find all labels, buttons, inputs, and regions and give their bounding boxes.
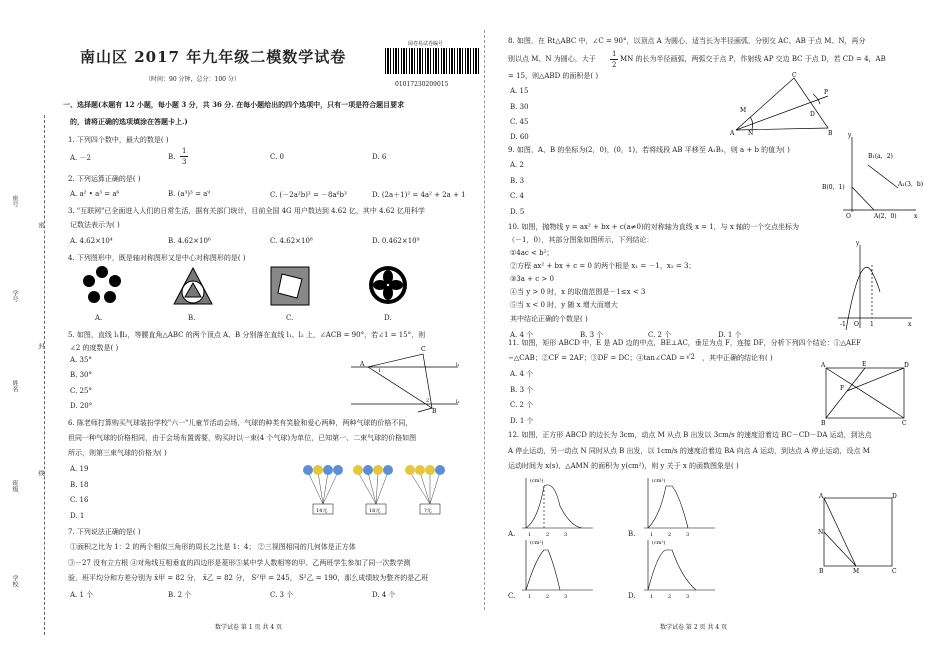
q7-statement: ①面积之比为 1：2 的两个相似三角形的周长之比是 1：4； ②三视图相同的几何体是正方体 [70, 543, 356, 551]
q8-stem: 别以点 M、N 为圆心，大于 [508, 55, 596, 63]
q11-figure [820, 360, 910, 426]
q12-stem: 运动时间为 x(s)，△AMN 的面积为 y(cm²)，则 y 关于 x 的函数图象是( ) [508, 462, 739, 470]
fig-label: y [848, 132, 852, 139]
q12-option-d[interactable]: D. [628, 592, 636, 600]
q9-option-b[interactable]: B. 3 [510, 177, 525, 185]
tick-label: 3 [686, 594, 690, 600]
fig-label: M [853, 568, 860, 575]
fig-label: N [818, 529, 824, 536]
q9-figure [818, 132, 924, 222]
q5-option-d[interactable]: D. 20° [70, 402, 93, 410]
q7-option-d[interactable]: D. 4 个 [372, 591, 396, 599]
barcode-number: 01017230209015 [395, 81, 449, 88]
fig-label: D [892, 493, 897, 500]
fig-label: M [740, 107, 747, 114]
q11-option-d[interactable]: D. 1 个 [510, 417, 534, 425]
q9-stem: 9. 如图，A、B 的坐标为(2，0)，(0，1)，若将线段 AB 平移至 A₁B₁，则 a + b 的值为( ) [508, 146, 790, 154]
q1-frac-den: 3 [182, 158, 187, 166]
price-tag: 18元 [369, 508, 381, 514]
fig-label: O [854, 321, 859, 328]
side-label: 座号 [11, 195, 18, 207]
fig-label: C [892, 568, 897, 575]
q8-frac-den: 2 [612, 61, 617, 69]
q11-option-c[interactable]: C. 2 个 [510, 401, 534, 409]
page-subtitle: （时间：90 分钟，总分：100 分） [145, 76, 240, 83]
footer-page-1: 数学试卷 第 1 页 共 4 页 [215, 624, 283, 631]
q7-stem: 7. 下列说法正确的是( ) [68, 528, 141, 536]
q5-option-a[interactable]: A. 35° [70, 356, 92, 364]
q8-frac-num: 1 [612, 50, 617, 58]
section-heading: 一、选择题(本题有 12 小题，每小题 3 分，共 36 分. 在每小题给出的四个选项中，只有一项是符合题目要求 [63, 100, 405, 109]
page-divider [484, 30, 485, 610]
fig-label: B(0，1) [822, 184, 845, 191]
tick-label: 2 [546, 532, 550, 538]
q2-option-c[interactable]: C. (－2a²b)³ = －8a⁶b³ [270, 191, 347, 199]
q3-option-c[interactable]: C. 4.62×10⁸ [270, 237, 313, 245]
fig-label: B [828, 130, 833, 137]
q5-option-c[interactable]: C. 25° [70, 387, 92, 395]
fig-label: 2 [426, 398, 430, 404]
q12-graph-d [640, 538, 720, 598]
fig-label: P [824, 89, 829, 96]
q12-option-a[interactable]: A. [508, 530, 516, 538]
q3-stem: 3. "互联网"已全面进入人们的日常生活，据有关部门统计，目前全国 4G 用户数达到 4.62 亿，其中 4.62 亿用科学 [68, 207, 425, 215]
axis-label: (cm²) [652, 478, 666, 484]
q10-conclusion: ④当 y > 0 时，x 的取值范围是－1≤x < 3 [510, 288, 646, 296]
q7-statement: 验，班平均分和方差分别为 x̄甲 = 82 分， x̄乙 = 82 分， S²甲 = 245， S²乙 = 190，那么成绩较为整齐的是乙班 [68, 574, 429, 582]
fig-label: A(2，0) [874, 213, 897, 220]
q6-option-a[interactable]: A. 19 [70, 465, 89, 473]
tick-label: 2 [668, 594, 672, 600]
q4-stem: 4. 下列图形中，既是轴对称图形又是中心对称图形的是( ) [68, 254, 246, 262]
q3-option-d[interactable]: D. 0.462×10⁹ [372, 237, 420, 245]
fig-label: D [904, 362, 909, 369]
fig-label: l₂ [456, 399, 460, 405]
q10-option-a[interactable]: A. 4 个 [510, 331, 534, 339]
q10-conclusion: ③3a + c > 0 [510, 275, 554, 283]
fig-label: C [792, 72, 797, 79]
q7-option-c[interactable]: C. 3 个 [270, 591, 294, 599]
side-label: 姓名 [11, 380, 18, 392]
q10-option-c[interactable]: C. 2 个 [648, 331, 672, 339]
q11-stem: ，其中正确的结论有( ) [702, 354, 773, 362]
q12-square-figure [818, 492, 898, 574]
fig-label: B [821, 420, 826, 427]
tick-label: 1 [650, 532, 654, 538]
q10-conclusion: ②方程 ax² + bx + c = 0 的两个根是 x₁ = －1，x₂ = 3； [510, 262, 696, 270]
fig-label: O [846, 213, 851, 220]
q8-stem: 8. 如图，在 Rt△ABC 中，∠C = 90°，以顶点 A 为圆心，适当长为半径画弧，分别交 AC、AB 于点 M、N，再分 [508, 37, 866, 45]
q12-stem: A 停止运动，另一动点 N 同时从点 B 出发，以 1cm/s 的速度沿着边 BA 向点 A 运动，到达点 A 停止运动，设点 M [508, 447, 870, 455]
side-label: 密 [37, 222, 44, 228]
tick-label: 3 [686, 532, 690, 538]
fig-label: A [819, 493, 824, 500]
q1-option-d[interactable]: D. 6 [372, 153, 387, 161]
q10-stem: 10. 如图，抛物线 y = ax² + bx + c(a≠0)的对称轴为直线 x = 1，与 x 轴的一个交点坐标为 [508, 223, 800, 231]
q7-statement: ③－27 没有立方根 ④对角线互相垂直的四边形是菱形⑤某中学人数相等的甲、乙两班学生参加了同一次数学测 [68, 559, 411, 567]
q4-figure-a [82, 266, 122, 306]
fig-label: C [421, 346, 426, 353]
q1-option-c[interactable]: C. 0 [270, 153, 285, 161]
q11-option-a[interactable]: A. 4 个 [510, 370, 534, 378]
fig-label: A [360, 361, 365, 368]
q4-figure-b [172, 266, 214, 308]
q5-figure [348, 336, 463, 414]
q12-graph-c [518, 538, 598, 598]
fig-label: A [730, 130, 735, 137]
q8-option-b[interactable]: B. 30 [510, 103, 529, 111]
q8-option-d[interactable]: D. 60 [510, 133, 529, 141]
fig-label: x [914, 213, 918, 220]
fig-label: A₁(3，b) [898, 181, 924, 188]
q4-option-c[interactable]: C. [286, 314, 294, 322]
tick-label: 2 [546, 594, 550, 600]
q8-option-c[interactable]: C. 45 [510, 118, 529, 126]
q4-figure-d [368, 265, 408, 305]
q12-graph-b [640, 476, 720, 536]
price-tag: ?元 [424, 508, 432, 514]
q12-option-c[interactable]: C. [508, 592, 516, 600]
q2-option-d[interactable]: D. (2a＋1)² = 4a² + 2a + 1 [372, 191, 466, 199]
tick-label: 1 [528, 594, 532, 600]
q11-stem: 11. 如图，矩形 ABCD 中，E 是 AD 边的中点，BE⊥AC，垂足为点 F，连接 DF，分析下列四个结论：①△AEF [508, 339, 861, 347]
side-label: 班级 [11, 480, 18, 492]
fig-label: A [821, 362, 826, 369]
q9-option-c[interactable]: C. 4 [510, 192, 525, 200]
fig-label: F [840, 385, 845, 392]
fig-label: 1 [870, 321, 874, 328]
q3-option-b[interactable]: B. 4.62×10⁶ [168, 237, 211, 245]
q4-option-b[interactable]: B. [188, 314, 196, 322]
q7-option-b[interactable]: B. 2 个 [168, 591, 192, 599]
fig-label: l₁ [456, 362, 460, 368]
fig-label: E [862, 361, 867, 368]
binding-line [44, 115, 45, 635]
q6-option-d[interactable]: D. 1 [70, 512, 85, 520]
q1-option-b[interactable]: B. [168, 153, 176, 161]
q4-option-d[interactable]: D. [384, 314, 392, 322]
q9-option-a[interactable]: A. 2 [510, 161, 524, 169]
q11-sqrt: √2 [686, 353, 695, 361]
price-tag: 14元 [316, 508, 328, 514]
axis-label: (cm²) [652, 540, 666, 546]
tick-label: 1 [650, 594, 654, 600]
q4-option-a[interactable]: A. [95, 314, 103, 322]
q5-stem: 5. 如图，直线 l₁∥l₂，等腰直角△ABC 的两个顶点 A、B 分别落在直线 l₁、l₂ 上，∠ACB = 90°，若∠1 = 15°，则 [68, 331, 426, 339]
fig-label: -1 [840, 321, 846, 328]
q6-option-c[interactable]: C. 16 [70, 496, 89, 504]
q10-conclusion: ⑤当 x < 0 时，y 随 x 增大而增大 [510, 301, 618, 309]
q10-question: 其中结论正确的个数是( ) [510, 315, 588, 323]
fig-label: B [819, 568, 824, 575]
q7-option-a[interactable]: A. 1 个 [70, 591, 94, 599]
fig-label: B [432, 408, 437, 415]
fig-label: B₁(a，2) [868, 153, 893, 160]
axis-label: (cm²) [530, 540, 544, 546]
fraction-bar [180, 156, 188, 157]
tick-label: 1 [528, 532, 532, 538]
tick-label: 3 [564, 532, 568, 538]
q8-stem: = 15，则△ABD 的面积是( ) [508, 72, 599, 80]
side-label: 学校 [11, 575, 18, 587]
q6-option-b[interactable]: B. 18 [70, 481, 89, 489]
side-label: 封 [37, 343, 44, 349]
q8-stem: MN 的长为半径画弧，两弧交于点 P，作射线 AP 交边 BC 于点 D，若 CD = 4，AB [620, 55, 886, 63]
q2-option-a[interactable]: A. a² • a³ = a⁶ [70, 190, 120, 198]
q10-figure [830, 240, 915, 330]
section-heading: 的，请将正确的选项填涂在答题卡上.) [70, 117, 188, 126]
fig-label: y [856, 240, 860, 247]
q6-stem: 但同一种气球的价格相同，由于会场布置需要，购买时以一束(4 个气球)为单位，已知第一、二束气球的价格如图 [68, 434, 417, 442]
q6-stem: 所示，则第三束气球的价格为( ) [68, 449, 167, 457]
q12-stem: 12. 如图，正方形 ABCD 的边长为 3cm，动点 M 从点 B 出发以 3cm/s 的速度沿着边 BC－CD－DA 运动，到达点 [508, 431, 872, 439]
q10-option-d[interactable]: D. 1 个 [718, 331, 742, 339]
q10-option-b[interactable]: B. 3 个 [580, 331, 604, 339]
q6-balloons-figure [298, 462, 458, 520]
q3-option-a[interactable]: A. 4.62×10⁴ [70, 237, 113, 245]
q1-option-a[interactable]: A. －2 [70, 154, 91, 162]
q5-stem: ∠2 的度数是( ) [70, 344, 119, 352]
q9-option-d[interactable]: D. 5 [510, 208, 525, 216]
q5-option-b[interactable]: B. 30° [70, 371, 93, 379]
tick-label: 3 [564, 594, 568, 600]
q1-frac-num: 1 [182, 147, 187, 155]
page-title: 南山区 2017 年九年级二模数学试卷 [80, 48, 347, 66]
barcode [385, 48, 480, 74]
q4-figure-c [270, 266, 310, 306]
q2-option-b[interactable]: B. (a³)³ = a⁹ [168, 190, 211, 198]
axis-label: (cm²) [530, 478, 544, 484]
side-label: 线 [37, 470, 44, 476]
fig-label: 1 [378, 368, 382, 374]
side-label: 学号 [11, 290, 18, 302]
fig-label: D [810, 111, 815, 118]
footer-page-2: 数学试卷 第 2 页 共 4 页 [660, 624, 728, 631]
q3-stem: 记数法表示为( ) [70, 221, 120, 229]
q10-conclusion: ①4ac < b²； [510, 249, 554, 257]
q1-stem: 1. 下列四个数中，最大的数是( ) [68, 136, 169, 144]
tick-label: 2 [668, 532, 672, 538]
q11-option-b[interactable]: B. 3 个 [510, 386, 534, 394]
q11-stem: ∽△CAB；②CF = 2AF；③DF = DC；④tan∠CAD = [508, 354, 685, 362]
q12-option-b[interactable]: B. [628, 530, 636, 538]
q8-figure [728, 72, 838, 136]
q6-stem: 6. 陈老师打算购买气球装扮学校"六一"儿童节活动会场，气球的种类有笑脸和爱心两种，两种气球的价格不同， [68, 419, 413, 427]
fraction-bar [610, 59, 618, 60]
q2-stem: 2. 下列运算正确的是( ) [68, 175, 141, 183]
fig-label: C [902, 420, 907, 427]
barcode-label: 阅卷易试卷编号 [408, 41, 444, 47]
q12-graph-a [518, 476, 598, 536]
fig-label: x [908, 321, 912, 328]
fig-label: N [748, 130, 754, 137]
q10-stem: （－1，0），其部分图象如图所示，下列结论： [508, 236, 654, 244]
q8-option-a[interactable]: A. 15 [510, 87, 529, 95]
